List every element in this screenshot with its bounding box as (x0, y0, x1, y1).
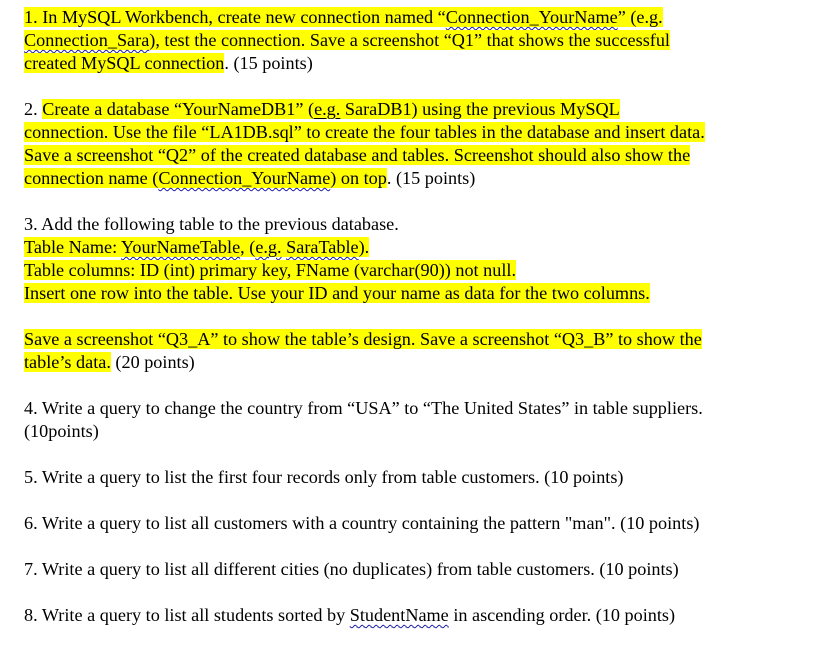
q4-text: 4. Write a query to change the country from “USA” to “The United States” in table suppliers. (24, 398, 703, 418)
q2-line-3 (24, 144, 690, 167)
q2-text-d: Save a screenshot “Q2” of the created database and tables. Screenshot should also show the (24, 145, 691, 165)
q2-line-1 (24, 98, 620, 121)
q8-text-a: 8. Write a query to list all students sorted by (24, 605, 350, 625)
q7-line (24, 558, 679, 581)
q1-connection-name: Connection_YourName (445, 7, 618, 27)
q5-text: 5. Write a query to list the first four records only from table customers. (10 points) (24, 467, 624, 487)
q6-line (24, 512, 699, 535)
q8-line (24, 604, 675, 627)
q3-line-5 (24, 328, 702, 351)
q2-text-c: connection. Use the file “LA1DB.sql” to create the four tables in the database and insert data. (24, 122, 705, 142)
q1-line-1 (24, 6, 663, 29)
q3-table-name: YourNameTable (121, 237, 241, 257)
q3-line-1 (24, 213, 399, 236)
q2-text-a: Create a database “YourNameDB1” ( (42, 99, 315, 119)
q4-line-2 (24, 420, 99, 443)
q3-line-6 (24, 351, 195, 374)
q2-text-b: SaraDB1) using the previous MySQL (340, 99, 620, 119)
q3-close: ). (358, 237, 370, 257)
q2-number: 2. (24, 99, 43, 119)
q3-columns: Table columns: ID (int) primary key, FName (varchar(90)) not null. (24, 260, 516, 280)
q3-line-2 (24, 236, 369, 259)
q2-connection-name: Connection_YourName (158, 168, 331, 188)
q1-text-c: ), test the connection. Save a screenshot “Q1” that shows the successful (149, 30, 670, 50)
q3-text-a: 3. Add the following table to the previous database. (24, 214, 399, 234)
q1-points: . (15 points) (224, 53, 313, 73)
q3-insert: Insert one row into the table. Use your ID and your name as data for the two columns. (24, 283, 650, 303)
q6-text: 6. Write a query to list all customers with a country containing the pattern "man". (10 points) (24, 513, 700, 533)
q3-screenshot: Save a screenshot “Q3_A” to show the table’s design. Save a screenshot “Q3_B” to show the (24, 329, 702, 349)
q3-line-3 (24, 259, 516, 282)
q1-line-3 (24, 52, 313, 75)
q5-line (24, 466, 624, 489)
q7-text: 7. Write a query to list all different cities (no duplicates) from table customers. (10 points) (24, 559, 679, 579)
q1-text-d: created MySQL connection (24, 53, 225, 73)
q4-line-1 (24, 397, 703, 420)
q1-example-name: Connection_Sara (24, 30, 150, 50)
q3-example-table: SaraTable (286, 237, 359, 257)
q8-field-name: StudentName (349, 605, 449, 625)
q2-line-2 (24, 121, 705, 144)
q3-points: (20 points) (110, 352, 195, 372)
q8-text-b: in ascending order. (10 points) (448, 605, 676, 625)
q3-eg: e.g. (255, 237, 282, 257)
q2-text-e: connection name ( (24, 168, 159, 188)
q3-sep: , ( (240, 237, 256, 257)
q1-text-a: In MySQL Workbench, create new connection named “ (42, 7, 446, 27)
q1-text-b: ” (e.g. (617, 7, 663, 27)
q2-eg: e.g. (314, 99, 341, 119)
q2-text-f: ) on top (330, 168, 387, 188)
q1-line-2 (24, 29, 670, 52)
q4-points: (10points) (24, 421, 99, 441)
q3-line-4 (24, 282, 650, 305)
q2-line-4 (24, 167, 475, 190)
q1-number: 1. (24, 7, 38, 27)
q2-points: . (15 points) (386, 168, 476, 188)
q3-table-label: Table Name: (24, 237, 122, 257)
q3-table-data: table’s data. (24, 352, 111, 372)
